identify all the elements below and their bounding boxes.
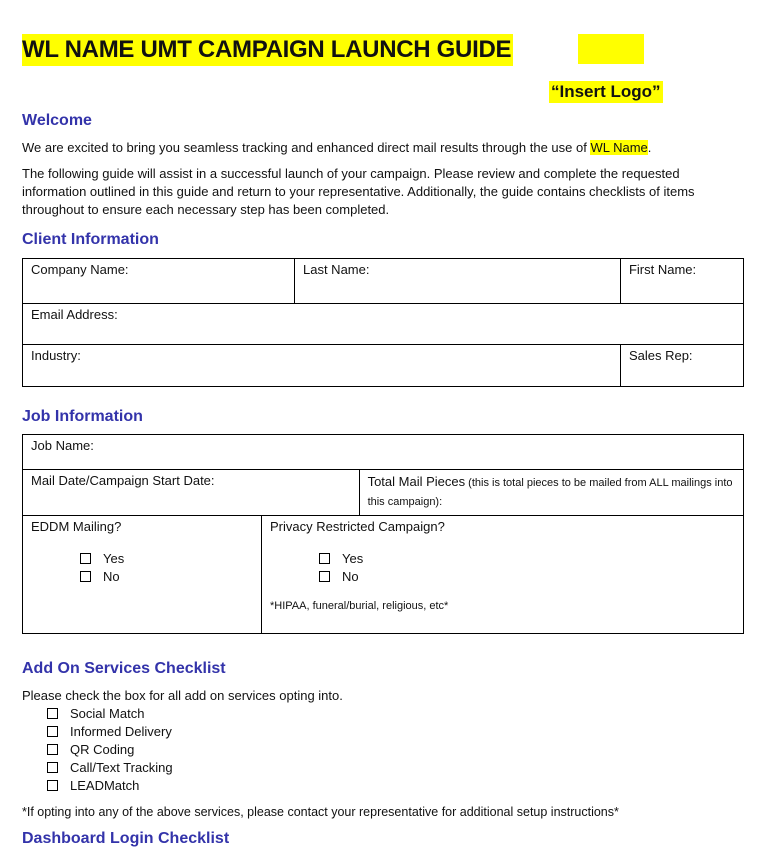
sales-rep-label: Sales Rep: [628,348,693,363]
total-mail-pieces-field[interactable] [359,470,743,516]
addons-intro: Please check the box for all add on services opting into. [22,688,343,703]
client-info-heading: Client Information [22,231,159,248]
addon-item-call-text-tracking[interactable] [47,759,173,777]
first-name-field[interactable] [620,259,743,304]
last-name-field[interactable] [295,259,621,304]
wl-name-highlight: WL Name [590,140,648,155]
checkbox-icon[interactable] [319,571,330,582]
document-title: WL NAME UMT CAMPAIGN LAUNCH GUIDE [22,34,513,66]
addon-item-leadmatch[interactable] [47,777,173,795]
job-name-label: Job Name: [31,438,94,453]
eddm-label: EDDM Mailing? [31,519,122,534]
addons-heading: Add On Services Checklist [22,660,226,677]
company-name-field[interactable] [23,259,295,304]
privacy-no-option[interactable] [319,568,735,586]
client-info-table [22,258,744,387]
checkbox-icon[interactable] [80,571,91,582]
email-address-label: Email Address: [31,307,118,322]
logo-highlight-box [578,34,644,64]
first-name-label: First Name: [628,262,697,277]
eddm-no-option[interactable] [80,568,253,586]
welcome-paragraph-1 [22,139,742,157]
addon-label: Social Match [70,706,145,721]
total-pieces-label: Total Mail Pieces [367,474,466,489]
company-name-label: Company Name: [31,262,129,277]
checkbox-icon[interactable] [47,708,58,719]
last-name-label: Last Name: [303,262,370,277]
checkbox-icon[interactable] [47,726,58,737]
welcome-text: We are excited to bring you seamless tracking and enhanced direct mail results through the use of [22,140,591,155]
eddm-mailing-cell [23,516,262,634]
mail-date-label: Mail Date/Campaign Start Date: [31,473,215,488]
insert-logo-placeholder: “Insert Logo” [551,82,661,101]
no-label: No [342,569,359,584]
welcome-paragraph-2: The following guide will assist in a successful launch of your campaign. Please review and complete the requested information outlined in this guide and return to your representative. Additionally, the guide contains checklists of items throughout to ensure each necessary step has been completed. [22,166,695,217]
dashboard-heading: Dashboard Login Checklist [22,830,230,847]
privacy-yes-option[interactable] [319,550,735,568]
yes-label: Yes [342,551,364,566]
welcome-heading: Welcome [22,112,92,129]
addon-label: Call/Text Tracking [70,760,173,775]
addon-item-social-match[interactable] [47,705,173,723]
addon-label: LEADMatch [70,778,140,793]
addons-footnote: *If opting into any of the above services, please contact your representative for additional setup instructions* [22,805,619,819]
industry-field[interactable] [23,345,621,387]
period: . [647,140,652,155]
addons-checklist [47,705,173,795]
email-address-field[interactable] [23,304,744,345]
privacy-label: Privacy Restricted Campaign? [270,519,445,534]
yes-label: Yes [103,551,125,566]
addon-label: Informed Delivery [70,724,172,739]
job-name-field[interactable] [23,435,744,470]
checkbox-icon[interactable] [47,762,58,773]
addon-label: QR Coding [70,742,135,757]
sales-rep-field[interactable] [620,345,743,387]
industry-label: Industry: [31,348,81,363]
no-label: No [103,569,120,584]
checkbox-icon[interactable] [319,553,330,564]
checkbox-icon[interactable] [47,780,58,791]
privacy-note: *HIPAA, funeral/burial, religious, etc* [270,600,449,612]
checkbox-icon[interactable] [80,553,91,564]
addon-item-informed-delivery[interactable] [47,723,173,741]
job-info-table [22,434,744,634]
privacy-restricted-cell [262,516,744,634]
checkbox-icon[interactable] [47,744,58,755]
mail-date-field[interactable] [23,470,360,516]
eddm-yes-option[interactable] [80,550,253,568]
job-info-heading: Job Information [22,408,143,425]
addon-item-qr-coding[interactable] [47,741,173,759]
total-pieces-note: (this is total pieces to be mailed from ALL mailings into this campaign): [367,477,733,508]
